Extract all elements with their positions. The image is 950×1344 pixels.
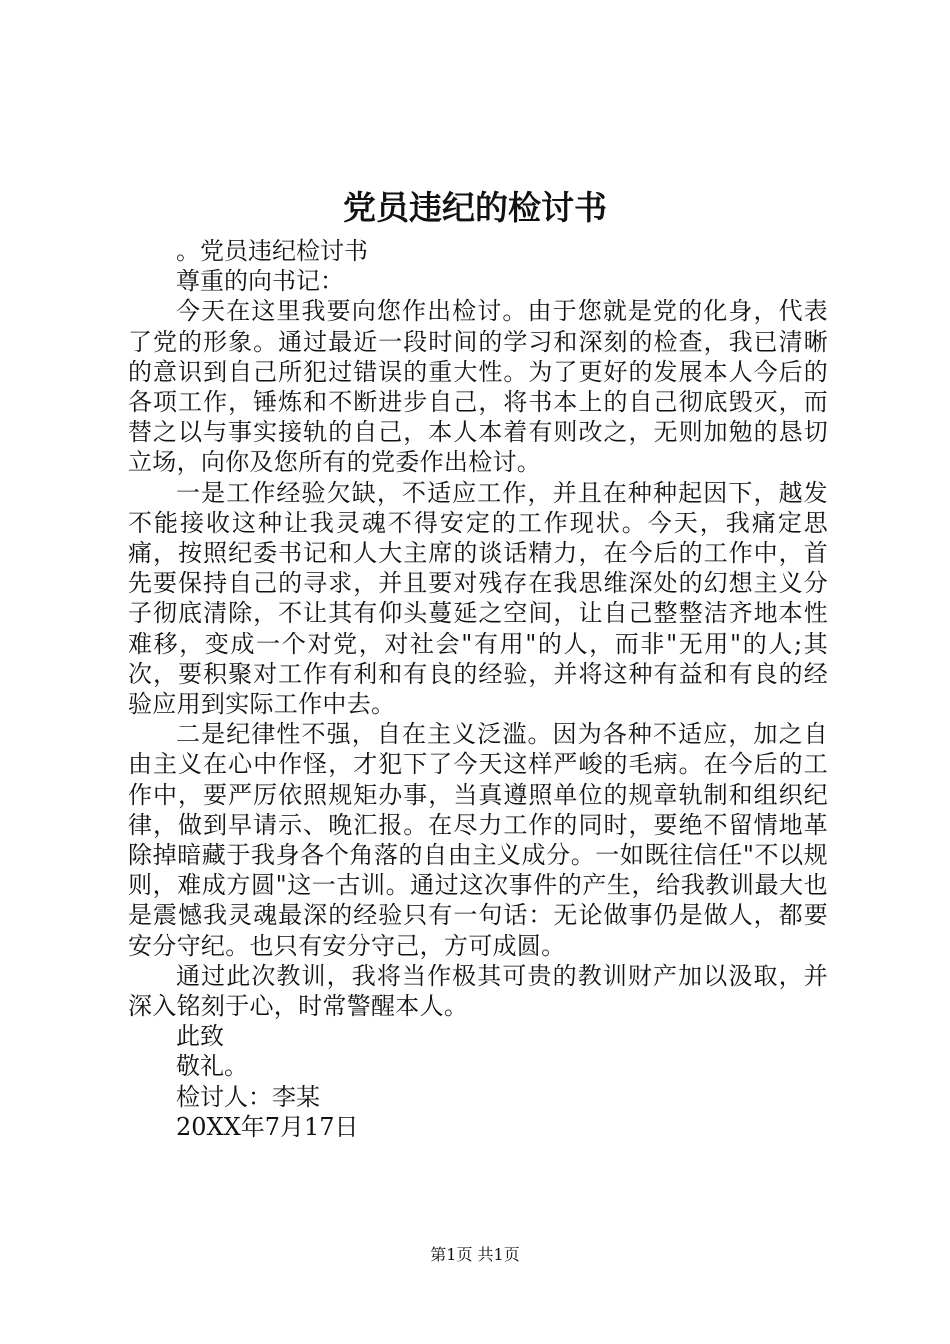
signature: 检讨人：李某 [176,1082,320,1111]
paragraph: 二是纪律性不强，自在主义泛滥。因为各种不适应，加之自由主义在心中作怪，才犯下了今天这样严峻的毛病。在今后的工作中，要严厉依照规矩办事，当真遵照单位的规章轨制和组织纪律，做到早请示、晚汇报。在尽力工作的同时，要绝不留情地革除掉暗藏于我身各个角落的自由主义成分。一如既往信任"不以规则，难成方圆"这一古训。通过这次事件的产生，给我教训最大也是震憾我灵魂最深的经验只有一句话：无论做事仍是做人，都要安分守纪。也只有安分守己，方可成圆。 [128,720,828,960]
page-footer: 第1页 共1页 [430,1245,520,1264]
paragraph: 今天在这里我要向您作出检讨。由于您就是党的化身，代表了党的形象。通过最近一段时间的学习和深刻的检查，我已清晰的意识到自己所犯过错误的重大性。为了更好的发展本人今后的各项工作，锤炼和不断进步自己，将书本上的自己彻底毁灭，而替之以与事实接轨的自己，本人本着有则改之，无则加勉的恳切立场，向你及您所有的党委作出检讨。 [128,297,828,477]
document-subtitle: 。党员违纪检讨书 [176,237,368,265]
salutation: 尊重的向书记： [176,267,344,296]
document-title: 党员违纪的检讨书 [343,188,607,227]
document-date: 20XX年7月17日 [176,1112,359,1141]
closing-line: 此致 [176,1022,224,1051]
paragraph: 一是工作经验欠缺，不适应工作，并且在种种起因下，越发不能接收这种让我灵魂不得安定的工作现状。今天，我痛定思痛，按照纪委书记和人大主席的谈话精力，在今后的工作中，首先要保持自己的寻求，并且要对残存在我思维深处的幻想主义分子彻底清除，不让其有仰头蔓延之空间，让自己整整洁齐地本性难移，变成一个对党，对社会"有用"的人，而非"无用"的人;其次，要积聚对工作有利和有良的经验，并将这种有益和有良的经验应用到实际工作中去。 [128,478,828,719]
paragraph: 通过此次教训，我将当作极其可贵的教训财产加以汲取，并深入铭刻于心，时常警醒本人。 [128,961,828,1021]
closing-regards: 敬礼。 [176,1052,248,1081]
document-body [128,236,828,1142]
